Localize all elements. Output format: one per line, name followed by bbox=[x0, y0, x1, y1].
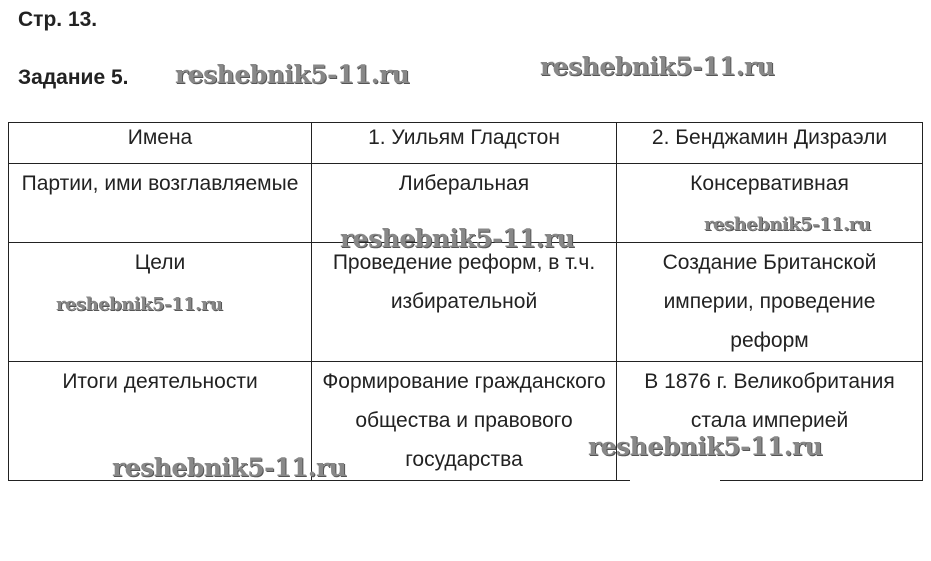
task-title: Задание 5. bbox=[18, 66, 129, 89]
table-cell: Создание Британской империи, проведение реформ bbox=[617, 243, 923, 362]
table-cell: Либеральная bbox=[312, 164, 617, 243]
table-cell: 1. Уильям Гладстон bbox=[312, 123, 617, 164]
watermark: reshebnik5-11.ru bbox=[540, 52, 775, 81]
watermark: reshebnik5-11.ru bbox=[56, 294, 223, 315]
table-cell: Цели bbox=[9, 243, 312, 362]
watermark: reshebnik5-11.ru bbox=[704, 214, 871, 235]
page-number: Стр. 13. bbox=[18, 8, 98, 31]
watermark: reshebnik5-11.ru bbox=[340, 224, 575, 253]
border-gap bbox=[630, 478, 720, 488]
table-row-names bbox=[9, 123, 923, 164]
table-cell: Проведение реформ, в т.ч. избирательной bbox=[312, 243, 617, 362]
table-cell: В 1876 г. Великобритания стала империей bbox=[617, 362, 923, 481]
table-cell: Итоги деятельности bbox=[9, 362, 312, 481]
table-cell: 2. Бенджамин Дизраэли bbox=[617, 123, 923, 164]
table-cell: Партии, ими возглавляемые bbox=[9, 164, 312, 243]
watermark: reshebnik5-11.ru bbox=[112, 453, 347, 482]
table-cell: Консервативная bbox=[617, 164, 923, 243]
watermark: reshebnik5-11.ru bbox=[588, 432, 823, 461]
table-cell: Имена bbox=[9, 123, 312, 164]
table-cell: Формирование гражданского общества и правового государства bbox=[312, 362, 617, 481]
watermark: reshebnik5-11.ru bbox=[175, 60, 410, 89]
